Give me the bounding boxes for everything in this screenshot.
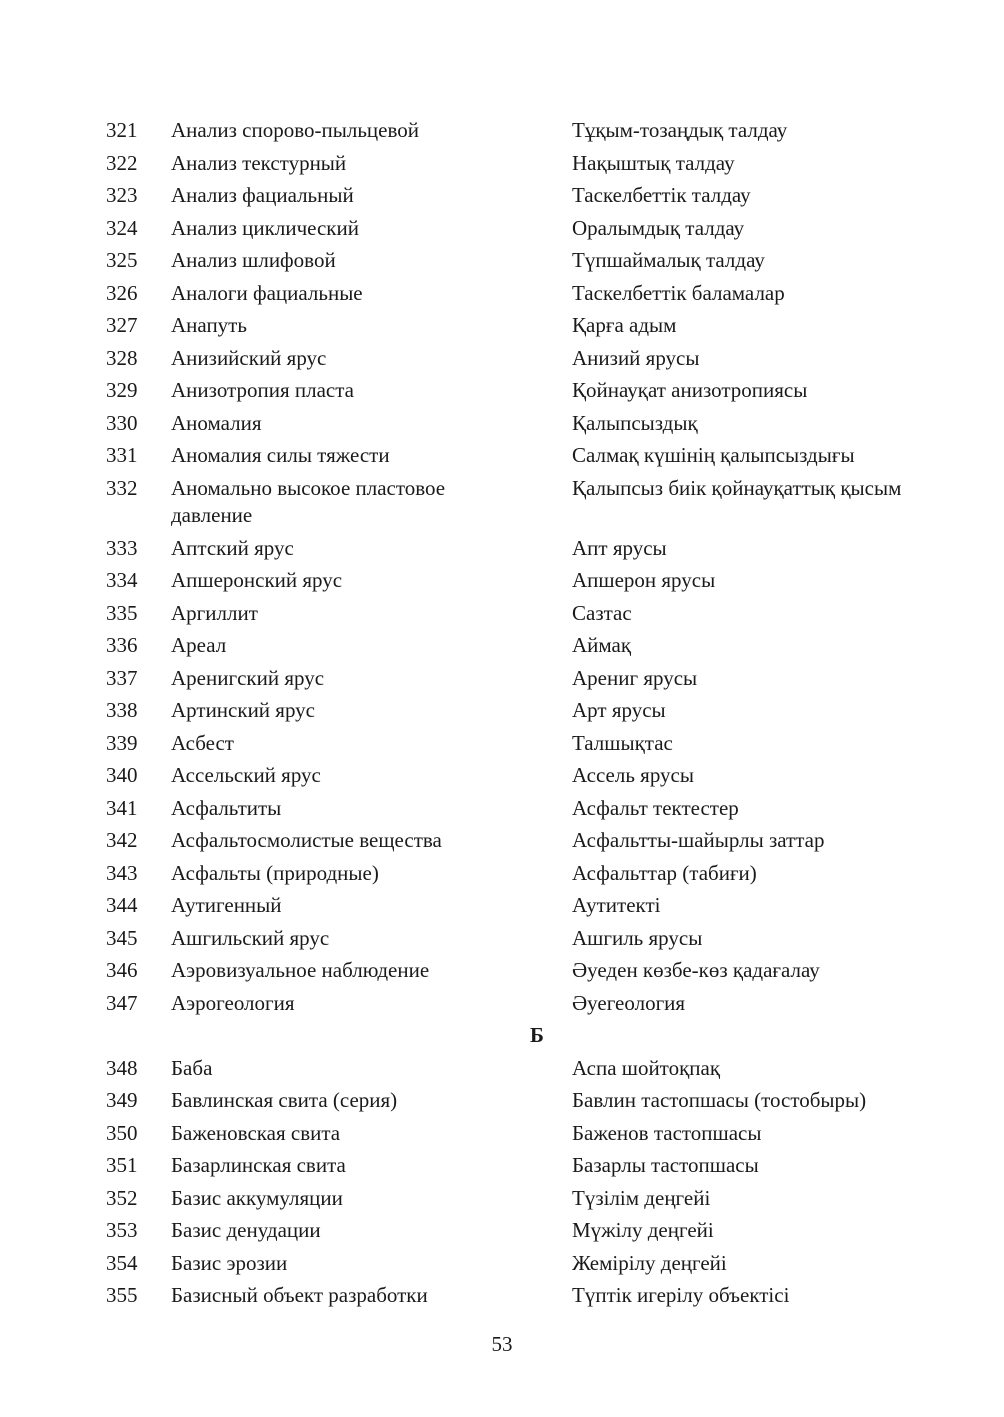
kazakh-term: Түпшаймалық талдау bbox=[572, 248, 765, 272]
page-number: 53 bbox=[491, 1332, 513, 1356]
glossary-row bbox=[0, 1185, 1004, 1218]
entry-number: 321 bbox=[106, 118, 138, 142]
kazakh-term: Аспа шойтоқпақ bbox=[572, 1055, 721, 1080]
kazakh-term: Салмақ күшінің қалыпсыздығы bbox=[572, 443, 855, 467]
glossary-row bbox=[0, 665, 1004, 698]
kazakh-term: Қарға адым bbox=[572, 313, 677, 337]
russian-term: Анапуть bbox=[171, 313, 247, 337]
kazakh-term: Анизий ярусы bbox=[572, 345, 700, 370]
glossary-row bbox=[0, 600, 1004, 633]
kazakh-term: Баженов тастопшасы bbox=[572, 1120, 762, 1145]
russian-term: Анизотропия пласта bbox=[171, 378, 354, 402]
kazakh-term: Түптік игерілу объектісі bbox=[572, 1283, 790, 1307]
entry-number: 330 bbox=[106, 410, 138, 435]
entry-number: 327 bbox=[106, 313, 138, 337]
entries-group-a bbox=[0, 117, 1004, 1022]
glossary-row bbox=[0, 567, 1004, 600]
entry-number: 325 bbox=[106, 248, 138, 272]
russian-term: Артинский ярус bbox=[171, 698, 315, 722]
glossary-row bbox=[0, 730, 1004, 763]
entry-number: 322 bbox=[106, 150, 138, 175]
kazakh-term: Бавлин тастопшасы (тостобыры) bbox=[572, 1088, 867, 1112]
kazakh-term: Түзілім деңгейі bbox=[572, 1185, 711, 1210]
glossary-row bbox=[0, 795, 1004, 828]
kazakh-term: Таскелбеттік баламалар bbox=[572, 280, 785, 305]
kazakh-term: Әуегеология bbox=[572, 990, 686, 1015]
entry-number: 328 bbox=[106, 345, 138, 370]
russian-term: Аэрогеология bbox=[171, 990, 295, 1015]
glossary-row bbox=[0, 632, 1004, 665]
russian-term: Аномалия силы тяжести bbox=[171, 443, 390, 467]
entry-number: 353 bbox=[106, 1218, 138, 1242]
russian-term: Базис аккумуляции bbox=[171, 1185, 343, 1210]
kazakh-term: Таскелбеттік талдау bbox=[572, 183, 751, 207]
glossary-row bbox=[0, 892, 1004, 925]
section-letter: Б bbox=[530, 1023, 544, 1047]
russian-term: Анализ циклический bbox=[171, 215, 359, 240]
kazakh-term: Асфальт тектестер bbox=[572, 795, 739, 820]
entry-number: 323 bbox=[106, 183, 138, 207]
entry-number: 347 bbox=[106, 990, 138, 1015]
russian-term: Аргиллит bbox=[171, 600, 258, 625]
russian-term: Анизийский ярус bbox=[171, 345, 327, 370]
kazakh-term: Қалыпсыздық bbox=[572, 410, 698, 435]
glossary-row bbox=[0, 312, 1004, 345]
glossary-row bbox=[0, 697, 1004, 730]
entry-number: 329 bbox=[106, 378, 138, 402]
entries-group-b bbox=[0, 1055, 1004, 1315]
entry-number: 355 bbox=[106, 1283, 138, 1307]
glossary-row bbox=[0, 1120, 1004, 1153]
entry-number: 340 bbox=[106, 763, 138, 787]
kazakh-term: Базарлы тастопшасы bbox=[572, 1153, 759, 1177]
russian-term: Асбест bbox=[171, 730, 234, 755]
entry-number: 326 bbox=[106, 280, 138, 305]
entry-number: 341 bbox=[106, 795, 138, 820]
russian-term: Анализ фациальный bbox=[171, 183, 354, 207]
glossary-row bbox=[0, 1087, 1004, 1120]
kazakh-term: Аутитекті bbox=[572, 893, 661, 917]
russian-term: Анализ шлифовой bbox=[171, 248, 336, 272]
kazakh-term: Арт ярусы bbox=[572, 698, 666, 722]
glossary-row bbox=[0, 117, 1004, 150]
russian-term: Асфальтосмолистые вещества bbox=[171, 828, 442, 852]
russian-term: Ассельский ярус bbox=[171, 763, 321, 787]
entry-number: 343 bbox=[106, 860, 138, 885]
russian-term: Апшеронский ярус bbox=[171, 568, 343, 592]
russian-term: Аномалия bbox=[171, 410, 262, 435]
entry-number: 324 bbox=[106, 215, 138, 240]
glossary-row bbox=[0, 150, 1004, 183]
kazakh-term: Ассель ярусы bbox=[572, 763, 694, 787]
kazakh-term: Жемірілу деңгейі bbox=[572, 1250, 727, 1275]
kazakh-term: Асфальттар (табиғи) bbox=[572, 860, 757, 885]
russian-term: Бавлинская свита (серия) bbox=[171, 1088, 398, 1112]
entry-number: 352 bbox=[106, 1185, 138, 1210]
russian-term: Анализ спорово-пыльцевой bbox=[171, 118, 419, 142]
entry-number: 348 bbox=[106, 1055, 138, 1080]
glossary-row bbox=[0, 442, 1004, 475]
entry-number: 334 bbox=[106, 568, 138, 592]
russian-term: Ареал bbox=[171, 633, 227, 657]
entry-number: 345 bbox=[106, 925, 138, 950]
russian-term: Асфальты (природные) bbox=[171, 860, 379, 885]
glossary-row bbox=[0, 925, 1004, 958]
glossary-row bbox=[0, 535, 1004, 568]
glossary-row bbox=[0, 990, 1004, 1023]
glossary-row bbox=[0, 957, 1004, 990]
glossary-row bbox=[0, 1282, 1004, 1315]
kazakh-term: Асфальтты-шайырлы заттар bbox=[572, 828, 825, 852]
glossary-row bbox=[0, 215, 1004, 248]
russian-term: Аэровизуальное наблюдение bbox=[171, 958, 430, 982]
entry-number: 346 bbox=[106, 958, 138, 982]
glossary-row bbox=[0, 1217, 1004, 1250]
entry-number: 351 bbox=[106, 1153, 138, 1177]
entry-number: 335 bbox=[106, 600, 138, 625]
glossary-row bbox=[0, 280, 1004, 313]
glossary-row bbox=[0, 377, 1004, 410]
entry-number: 331 bbox=[106, 443, 138, 467]
russian-term: Баженовская свита bbox=[171, 1120, 341, 1145]
entry-number: 350 bbox=[106, 1120, 138, 1145]
russian-term: Базарлинская свита bbox=[171, 1153, 346, 1177]
kazakh-term: Ашгиль ярусы bbox=[572, 925, 703, 950]
kazakh-term: Мүжілу деңгейі bbox=[572, 1218, 714, 1242]
glossary-row bbox=[0, 1250, 1004, 1283]
kazakh-term: Қойнауқат анизотропиясы bbox=[572, 378, 808, 402]
entry-number: 337 bbox=[106, 665, 138, 690]
entry-number: 349 bbox=[106, 1088, 138, 1112]
entry-number: 339 bbox=[106, 730, 138, 755]
glossary-row bbox=[0, 182, 1004, 215]
kazakh-term: Талшықтас bbox=[572, 730, 673, 755]
glossary-entries bbox=[0, 117, 1004, 1315]
glossary-row bbox=[0, 410, 1004, 443]
kazakh-term: Нақыштық талдау bbox=[572, 150, 735, 175]
russian-term: Базис денудации bbox=[171, 1218, 321, 1242]
russian-term: Баба bbox=[171, 1055, 213, 1080]
kazakh-term: Аймақ bbox=[572, 633, 632, 657]
russian-term: Аптский ярус bbox=[171, 535, 294, 560]
glossary-row bbox=[0, 827, 1004, 860]
kazakh-term: Арениг ярусы bbox=[572, 665, 698, 690]
russian-term: Базис эрозии bbox=[171, 1250, 288, 1275]
glossary-row bbox=[0, 1152, 1004, 1185]
entry-number: 336 bbox=[106, 633, 138, 657]
glossary-row bbox=[0, 1055, 1004, 1088]
kazakh-term: Оралымдық талдау bbox=[572, 215, 745, 240]
russian-term: Аренигский ярус bbox=[171, 665, 325, 690]
entry-number: 344 bbox=[106, 893, 138, 917]
kazakh-term: Тұқым-тозаңдық талдау bbox=[572, 118, 788, 142]
entry-number: 333 bbox=[106, 535, 138, 560]
glossary-row bbox=[0, 475, 1004, 535]
russian-term: Аномально высокое пластовое давление bbox=[171, 475, 446, 527]
entry-number: 338 bbox=[106, 698, 138, 722]
glossary-row bbox=[0, 247, 1004, 280]
kazakh-term: Әуеден көзбе-көз қадағалау bbox=[572, 958, 820, 982]
russian-term: Аутигенный bbox=[171, 893, 282, 917]
glossary-row bbox=[0, 345, 1004, 378]
russian-term: Базисный объект разработки bbox=[171, 1283, 428, 1307]
kazakh-term: Апт ярусы bbox=[572, 535, 667, 560]
entry-number: 332 bbox=[106, 475, 138, 500]
russian-term: Ашгильский ярус bbox=[171, 925, 330, 950]
russian-term: Анализ текстурный bbox=[171, 150, 347, 175]
russian-term: Асфальтиты bbox=[171, 795, 282, 820]
kazakh-term: Апшерон ярусы bbox=[572, 568, 716, 592]
glossary-row bbox=[0, 762, 1004, 795]
kazakh-term: Сазтас bbox=[572, 600, 632, 625]
russian-term: Аналоги фациальные bbox=[171, 280, 363, 305]
glossary-row bbox=[0, 860, 1004, 893]
kazakh-term: Қалыпсыз биік қойнауқаттық қысым bbox=[572, 475, 902, 500]
entry-number: 354 bbox=[106, 1250, 138, 1275]
entry-number: 342 bbox=[106, 828, 138, 852]
